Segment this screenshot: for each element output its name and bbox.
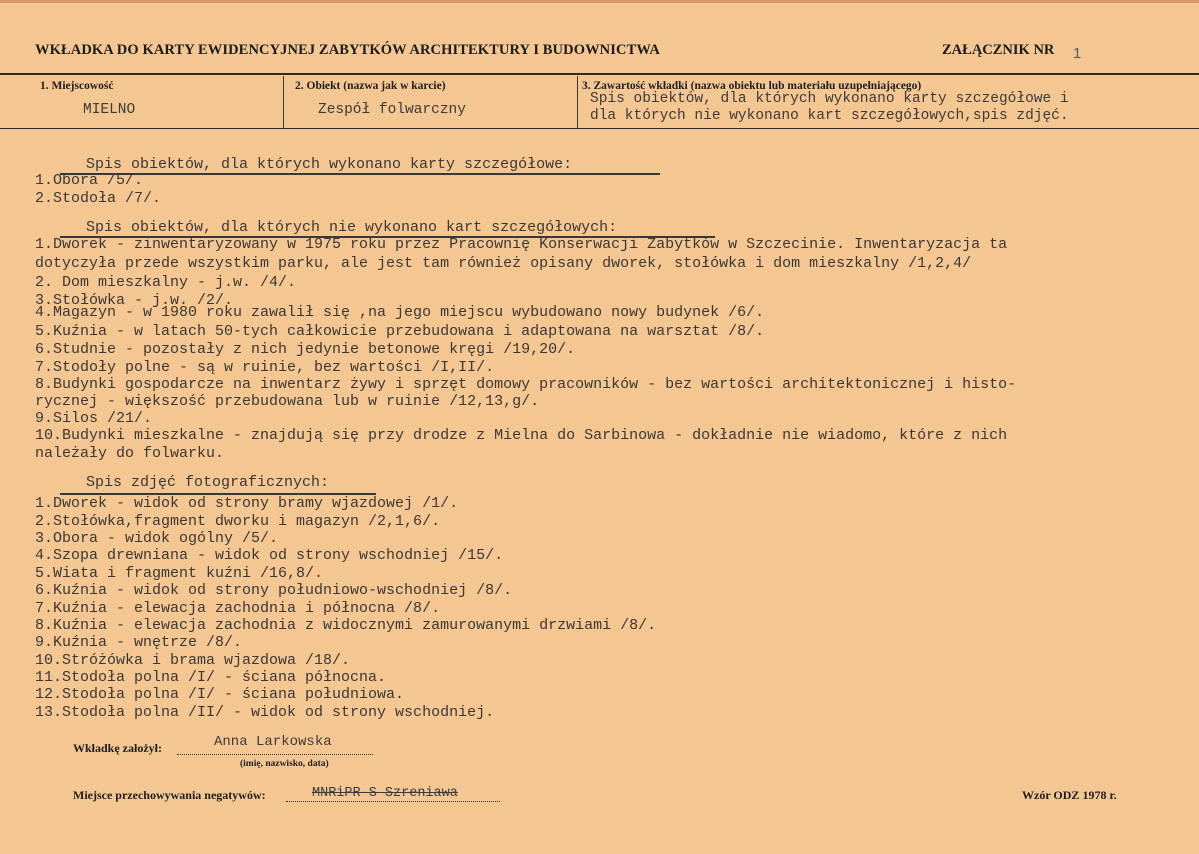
section3-line: 7.Kuźnia - elewacja zachodnia i północna /8/.	[35, 600, 441, 617]
object-label: 2. Obiekt (nazwa jak w karcie)	[295, 80, 446, 92]
founded-label: Wkładkę założył:	[73, 741, 162, 755]
section2-line: 7.Stodoły polne - są w ruinie, bez wartości /I,II/.	[35, 359, 495, 376]
section3-line: 4.Szopa drewniana - widok od strony wschodniej /15/.	[35, 547, 504, 564]
section2-line: należały do folwarku.	[35, 445, 225, 462]
section2-line: dotyczyła przede wszystkim parku, ale jest tam również opisany dworek, stołówka i dom mieszkalny /1,2,4/	[35, 255, 972, 272]
form-title: WKŁADKA DO KARTY EWIDENCYJNEJ ZABYTKÓW ARCHITEKTURY I BUDOWNICTWA	[35, 42, 660, 58]
section3-line: 3.Obora - widok ogólny /5/.	[35, 530, 279, 547]
section3-line: 13.Stodoła polna /II/ - widok od strony wschodniej.	[35, 704, 495, 721]
section2-line: 1.Dworek - zinwentaryzowany w 1975 roku przez Pracownię Konserwacji Zabytków w Szczecinie. Inwentaryzacja ta	[35, 236, 1008, 253]
section1-line: 1.Obora /5/.	[35, 172, 144, 189]
section3-line: 5.Wiata i fragment kuźni /16,8/.	[35, 565, 324, 582]
section2-line: 8.Budynki gospodarcze na inwentarz żywy i sprzęt domowy pracowników - bez wartości architektonicznej i histo-	[35, 376, 1017, 393]
header-rule-top	[0, 73, 1199, 75]
section3-line: 12.Stodoła polna /I/ - ściana południowa.	[35, 686, 405, 703]
section1-heading: Spis obiektów, dla których wykonano karty szczegółowe:	[86, 156, 573, 173]
section3-line: 2.Stołówka,fragment dworku i magazyn /2,1,6/.	[35, 513, 441, 530]
field-divider-2	[577, 76, 578, 128]
section1-line: 2.Stodoła /7/.	[35, 190, 162, 207]
annex-number: 1	[1073, 45, 1082, 62]
section3-line: 8.Kuźnia - elewacja zachodnia z widocznymi zamurowanymi drzwiami /8/.	[35, 617, 657, 634]
section2-line: rycznej - większość przebudowana lub w ruinie /12,13,g/.	[35, 393, 540, 410]
locality-value: MIELNO	[83, 102, 136, 118]
annex-label: ZAŁĄCZNIK NR	[942, 42, 1055, 58]
section3-line: 6.Kuźnia - widok od strony południowo-wschodniej /8/.	[35, 582, 513, 599]
content-label: 3. Zawartość wkładki (nazwa obiektu lub materiału uzupełniającego)	[582, 80, 922, 92]
section2-line: 3.Stołówka - j.w. /2/.	[35, 292, 234, 309]
section3-line: 11.Stodoła polna /I/ - ściana północna.	[35, 669, 387, 686]
section3-line: 1.Dworek - widok od strony bramy wjazdowej /1/.	[35, 495, 459, 512]
card-top-edge	[0, 0, 1199, 3]
section2-line: 4.Magazyn - w 1980 roku zawalił się ,na jego miejscu wybudowano nowy budynek /6/.	[35, 304, 765, 321]
locality-label: 1. Miejscowość	[40, 80, 114, 92]
negatives-value: MNRiPR-S Szreniawa	[312, 786, 458, 801]
content-value-line-1: Spis obiektów, dla których wykonano karty szczegółowe i	[590, 91, 1069, 107]
section2-line: 2. Dom mieszkalny - j.w. /4/.	[35, 274, 297, 291]
section2-heading: Spis obiektów, dla których nie wykonano kart szczegółowych:	[86, 219, 618, 236]
founded-dotted-line	[177, 753, 373, 755]
header-rule-bottom	[0, 128, 1199, 129]
content-value-line-2: dla których nie wykonano kart szczegółowych,spis zdjęć.	[590, 108, 1069, 124]
object-value: Zespół folwarczny	[318, 102, 466, 118]
section2-line: 6.Studnie - pozostały z nich jedynie betonowe kręgi /19,20/.	[35, 341, 576, 358]
section2-line: 9.Silos /21/.	[35, 410, 153, 427]
negatives-label: Miejsce przechowywania negatywów:	[73, 788, 266, 802]
section2-line: 10.Budynki mieszkalne - znajdują się przy drodze z Mielna do Sarbinowa - dokładnie nie wiadomo, które z nich	[35, 427, 1008, 444]
section1-heading-underline	[60, 173, 660, 175]
section3-line: 10.Stróżówka i brama wjazdowa /18/.	[35, 652, 351, 669]
field-divider-1	[283, 76, 284, 128]
founded-value: Anna Larkowska	[214, 734, 332, 750]
section3-heading: Spis zdjęć fotograficznych:	[86, 474, 330, 491]
section2-line: 5.Kuźnia - w latach 50-tych całkowicie przebudowana i adaptowana na warsztat /8/.	[35, 323, 765, 340]
form-model-label: Wzór ODZ 1978 r.	[1022, 788, 1117, 802]
section3-line: 9.Kuźnia - wnętrze /8/.	[35, 634, 243, 651]
founded-caption: (imię, nazwisko, data)	[240, 759, 329, 769]
